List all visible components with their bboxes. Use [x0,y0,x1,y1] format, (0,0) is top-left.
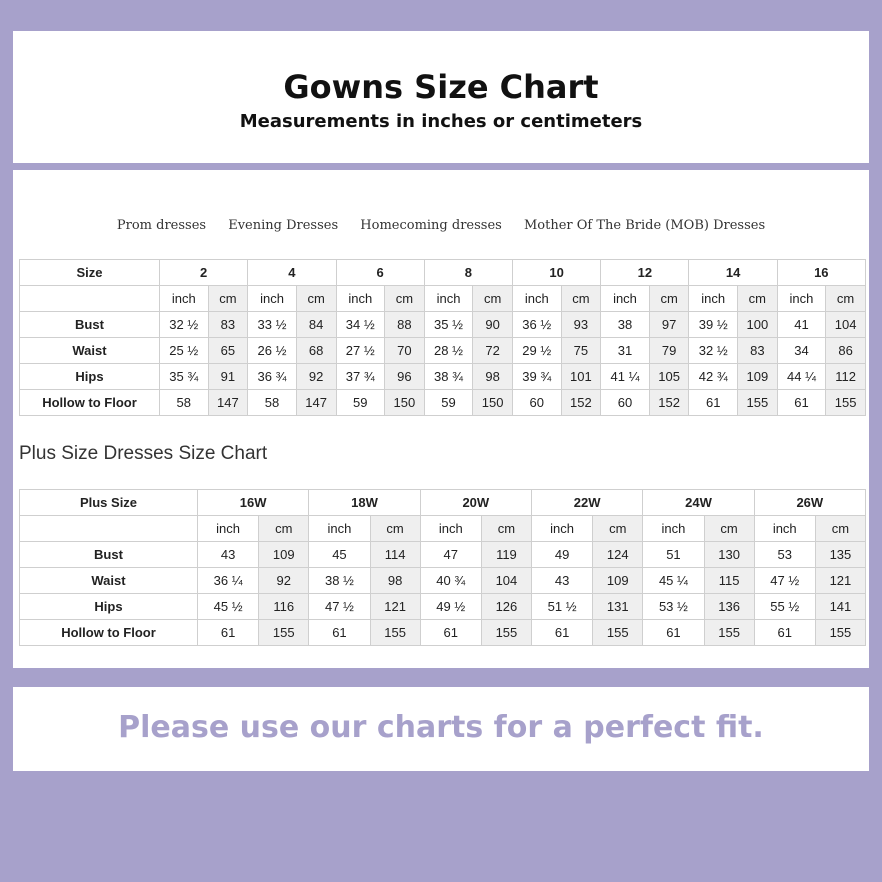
inch-value-cell: 36 ¼ [198,568,259,594]
inch-value-cell: 45 ½ [198,594,259,620]
plus-size-title: Plus Size Dresses Size Chart [19,443,268,464]
inch-value-cell: 32 ½ [689,338,738,364]
measurement-label: Hips [20,594,198,620]
cm-value-cell: 155 [481,620,531,646]
plus-size-table [19,489,866,646]
inch-value-cell: 60 [601,390,650,416]
cm-value-cell: 104 [826,312,866,338]
category-evening: Evening Dresses [228,218,339,233]
regular-size-table [19,259,866,416]
table-row [20,620,866,646]
unit-inch-cell: inch [160,286,209,312]
inch-value-cell: 44 ¼ [777,364,826,390]
unit-row-blank [20,286,160,312]
cm-value-cell: 72 [473,338,513,364]
inch-value-cell: 53 [754,542,815,568]
unit-cm-cell: cm [649,286,689,312]
inch-value-cell: 59 [336,390,385,416]
cm-value-cell: 152 [561,390,601,416]
inch-value-cell: 39 ½ [689,312,738,338]
inch-value-cell: 59 [424,390,473,416]
cm-value-cell: 75 [561,338,601,364]
inch-value-cell: 61 [777,390,826,416]
inch-value-cell: 49 ½ [420,594,481,620]
size-header-cell: 16W [198,490,309,516]
inch-value-cell: 45 ¼ [643,568,704,594]
inch-value-cell: 41 [777,312,826,338]
cm-value-cell: 86 [826,338,866,364]
inch-value-cell: 61 [309,620,370,646]
table-row [20,568,866,594]
cm-value-cell: 70 [385,338,425,364]
inch-value-cell: 38 [601,312,650,338]
cm-value-cell: 155 [826,390,866,416]
cm-value-cell: 92 [296,364,336,390]
unit-cm-cell: cm [208,286,248,312]
unit-cm-cell: cm [296,286,336,312]
size-header-cell: 18W [309,490,420,516]
inch-value-cell: 26 ½ [248,338,297,364]
measurement-label: Hollow to Floor [20,390,160,416]
unit-inch-cell: inch [777,286,826,312]
cm-value-cell: 155 [370,620,420,646]
cm-value-cell: 116 [259,594,309,620]
cm-value-cell: 90 [473,312,513,338]
inch-value-cell: 37 ¾ [336,364,385,390]
unit-row-blank [20,516,198,542]
cm-value-cell: 121 [370,594,420,620]
cm-value-cell: 96 [385,364,425,390]
table-row [20,338,866,364]
unit-inch-cell: inch [689,286,738,312]
category-homecoming: Homecoming dresses [360,218,502,233]
cm-value-cell: 114 [370,542,420,568]
cm-value-cell: 101 [561,364,601,390]
unit-inch-cell: inch [754,516,815,542]
size-header-cell: 12 [601,260,689,286]
cm-value-cell: 150 [385,390,425,416]
unit-cm-cell: cm [826,286,866,312]
inch-value-cell: 61 [689,390,738,416]
inch-value-cell: 36 ½ [513,312,562,338]
cm-value-cell: 155 [259,620,309,646]
cm-value-cell: 155 [704,620,754,646]
cm-value-cell: 135 [815,542,865,568]
inch-value-cell: 47 ½ [754,568,815,594]
cm-value-cell: 155 [815,620,865,646]
inch-value-cell: 35 ¾ [160,364,209,390]
inch-value-cell: 25 ½ [160,338,209,364]
measurement-label: Waist [20,338,160,364]
inch-value-cell: 51 [643,542,704,568]
inch-value-cell: 33 ½ [248,312,297,338]
cm-value-cell: 112 [826,364,866,390]
size-header-cell: 10 [513,260,601,286]
cm-value-cell: 68 [296,338,336,364]
inch-value-cell: 31 [601,338,650,364]
unit-cm-cell: cm [481,516,531,542]
inch-value-cell: 43 [198,542,259,568]
size-header-cell: 6 [336,260,424,286]
cm-value-cell: 119 [481,542,531,568]
unit-inch-cell: inch [601,286,650,312]
measurement-label: Hips [20,364,160,390]
cm-value-cell: 155 [738,390,778,416]
category-mob: Mother Of The Bride (MOB) Dresses [523,218,766,233]
inch-value-cell: 34 ½ [336,312,385,338]
inch-value-cell: 39 ¾ [513,364,562,390]
inch-value-cell: 58 [160,390,209,416]
size-header-cell: 24W [643,490,754,516]
inch-value-cell: 36 ¾ [248,364,297,390]
inch-value-cell: 47 [420,542,481,568]
cm-value-cell: 124 [593,542,643,568]
inch-value-cell: 51 ½ [531,594,592,620]
measurement-label: Bust [20,312,160,338]
cm-value-cell: 105 [649,364,689,390]
inch-value-cell: 49 [531,542,592,568]
cm-value-cell: 65 [208,338,248,364]
unit-inch-cell: inch [309,516,370,542]
cm-value-cell: 141 [815,594,865,620]
cm-value-cell: 109 [593,568,643,594]
size-header-label: Plus Size [20,490,198,516]
cm-value-cell: 83 [738,338,778,364]
page-title: Gowns Size Chart [283,68,599,106]
category-prom: Prom dresses [116,218,207,233]
cm-value-cell: 84 [296,312,336,338]
cm-value-cell: 115 [704,568,754,594]
inch-value-cell: 35 ½ [424,312,473,338]
footer-panel [13,687,869,771]
inch-value-cell: 42 ¾ [689,364,738,390]
inch-value-cell: 61 [420,620,481,646]
cm-value-cell: 79 [649,338,689,364]
inch-value-cell: 29 ½ [513,338,562,364]
cm-value-cell: 100 [738,312,778,338]
inch-value-cell: 40 ¾ [420,568,481,594]
table-row [20,542,866,568]
measurement-label: Hollow to Floor [20,620,198,646]
unit-cm-cell: cm [473,286,513,312]
size-header-cell: 16 [777,260,865,286]
table-row [20,312,866,338]
cm-value-cell: 109 [738,364,778,390]
cm-value-cell: 150 [473,390,513,416]
inch-value-cell: 53 ½ [643,594,704,620]
unit-cm-cell: cm [370,516,420,542]
unit-inch-cell: inch [198,516,259,542]
unit-inch-cell: inch [513,286,562,312]
unit-row [20,286,866,312]
table-row [20,390,866,416]
unit-inch-cell: inch [643,516,704,542]
size-header-row [20,490,866,516]
unit-row [20,516,866,542]
cm-value-cell: 98 [473,364,513,390]
inch-value-cell: 32 ½ [160,312,209,338]
inch-value-cell: 58 [248,390,297,416]
measurement-label: Waist [20,568,198,594]
cm-value-cell: 92 [259,568,309,594]
cm-value-cell: 88 [385,312,425,338]
cm-value-cell: 104 [481,568,531,594]
inch-value-cell: 27 ½ [336,338,385,364]
cm-value-cell: 91 [208,364,248,390]
size-header-cell: 22W [531,490,642,516]
cm-value-cell: 131 [593,594,643,620]
inch-value-cell: 43 [531,568,592,594]
footer-message: Please use our charts for a perfect fit. [118,710,764,745]
size-chart-panel [13,170,869,668]
cm-value-cell: 152 [649,390,689,416]
inch-value-cell: 47 ½ [309,594,370,620]
size-header-label: Size [20,260,160,286]
unit-cm-cell: cm [738,286,778,312]
cm-value-cell: 97 [649,312,689,338]
size-header-cell: 8 [424,260,512,286]
unit-inch-cell: inch [336,286,385,312]
size-header-cell: 20W [420,490,531,516]
size-header-row [20,260,866,286]
size-header-cell: 26W [754,490,865,516]
cm-value-cell: 121 [815,568,865,594]
inch-value-cell: 61 [531,620,592,646]
unit-cm-cell: cm [815,516,865,542]
cm-value-cell: 98 [370,568,420,594]
measurement-label: Bust [20,542,198,568]
size-header-cell: 14 [689,260,777,286]
cm-value-cell: 109 [259,542,309,568]
cm-value-cell: 147 [208,390,248,416]
size-header-cell: 2 [160,260,248,286]
inch-value-cell: 38 ¾ [424,364,473,390]
unit-inch-cell: inch [531,516,592,542]
unit-cm-cell: cm [385,286,425,312]
page-subtitle: Measurements in inches or centimeters [239,111,643,132]
inch-value-cell: 61 [643,620,704,646]
table-row [20,364,866,390]
unit-cm-cell: cm [704,516,754,542]
inch-value-cell: 45 [309,542,370,568]
cm-value-cell: 136 [704,594,754,620]
cm-value-cell: 147 [296,390,336,416]
inch-value-cell: 28 ½ [424,338,473,364]
cm-value-cell: 93 [561,312,601,338]
dress-categories [13,218,869,233]
unit-cm-cell: cm [561,286,601,312]
inch-value-cell: 38 ½ [309,568,370,594]
inch-value-cell: 60 [513,390,562,416]
header-panel [13,31,869,163]
size-header-cell: 4 [248,260,336,286]
table-row [20,594,866,620]
inch-value-cell: 55 ½ [754,594,815,620]
unit-cm-cell: cm [593,516,643,542]
cm-value-cell: 130 [704,542,754,568]
inch-value-cell: 61 [198,620,259,646]
inch-value-cell: 41 ¼ [601,364,650,390]
unit-inch-cell: inch [424,286,473,312]
inch-value-cell: 34 [777,338,826,364]
inch-value-cell: 61 [754,620,815,646]
cm-value-cell: 126 [481,594,531,620]
unit-inch-cell: inch [420,516,481,542]
cm-value-cell: 83 [208,312,248,338]
cm-value-cell: 155 [593,620,643,646]
unit-inch-cell: inch [248,286,297,312]
unit-cm-cell: cm [259,516,309,542]
